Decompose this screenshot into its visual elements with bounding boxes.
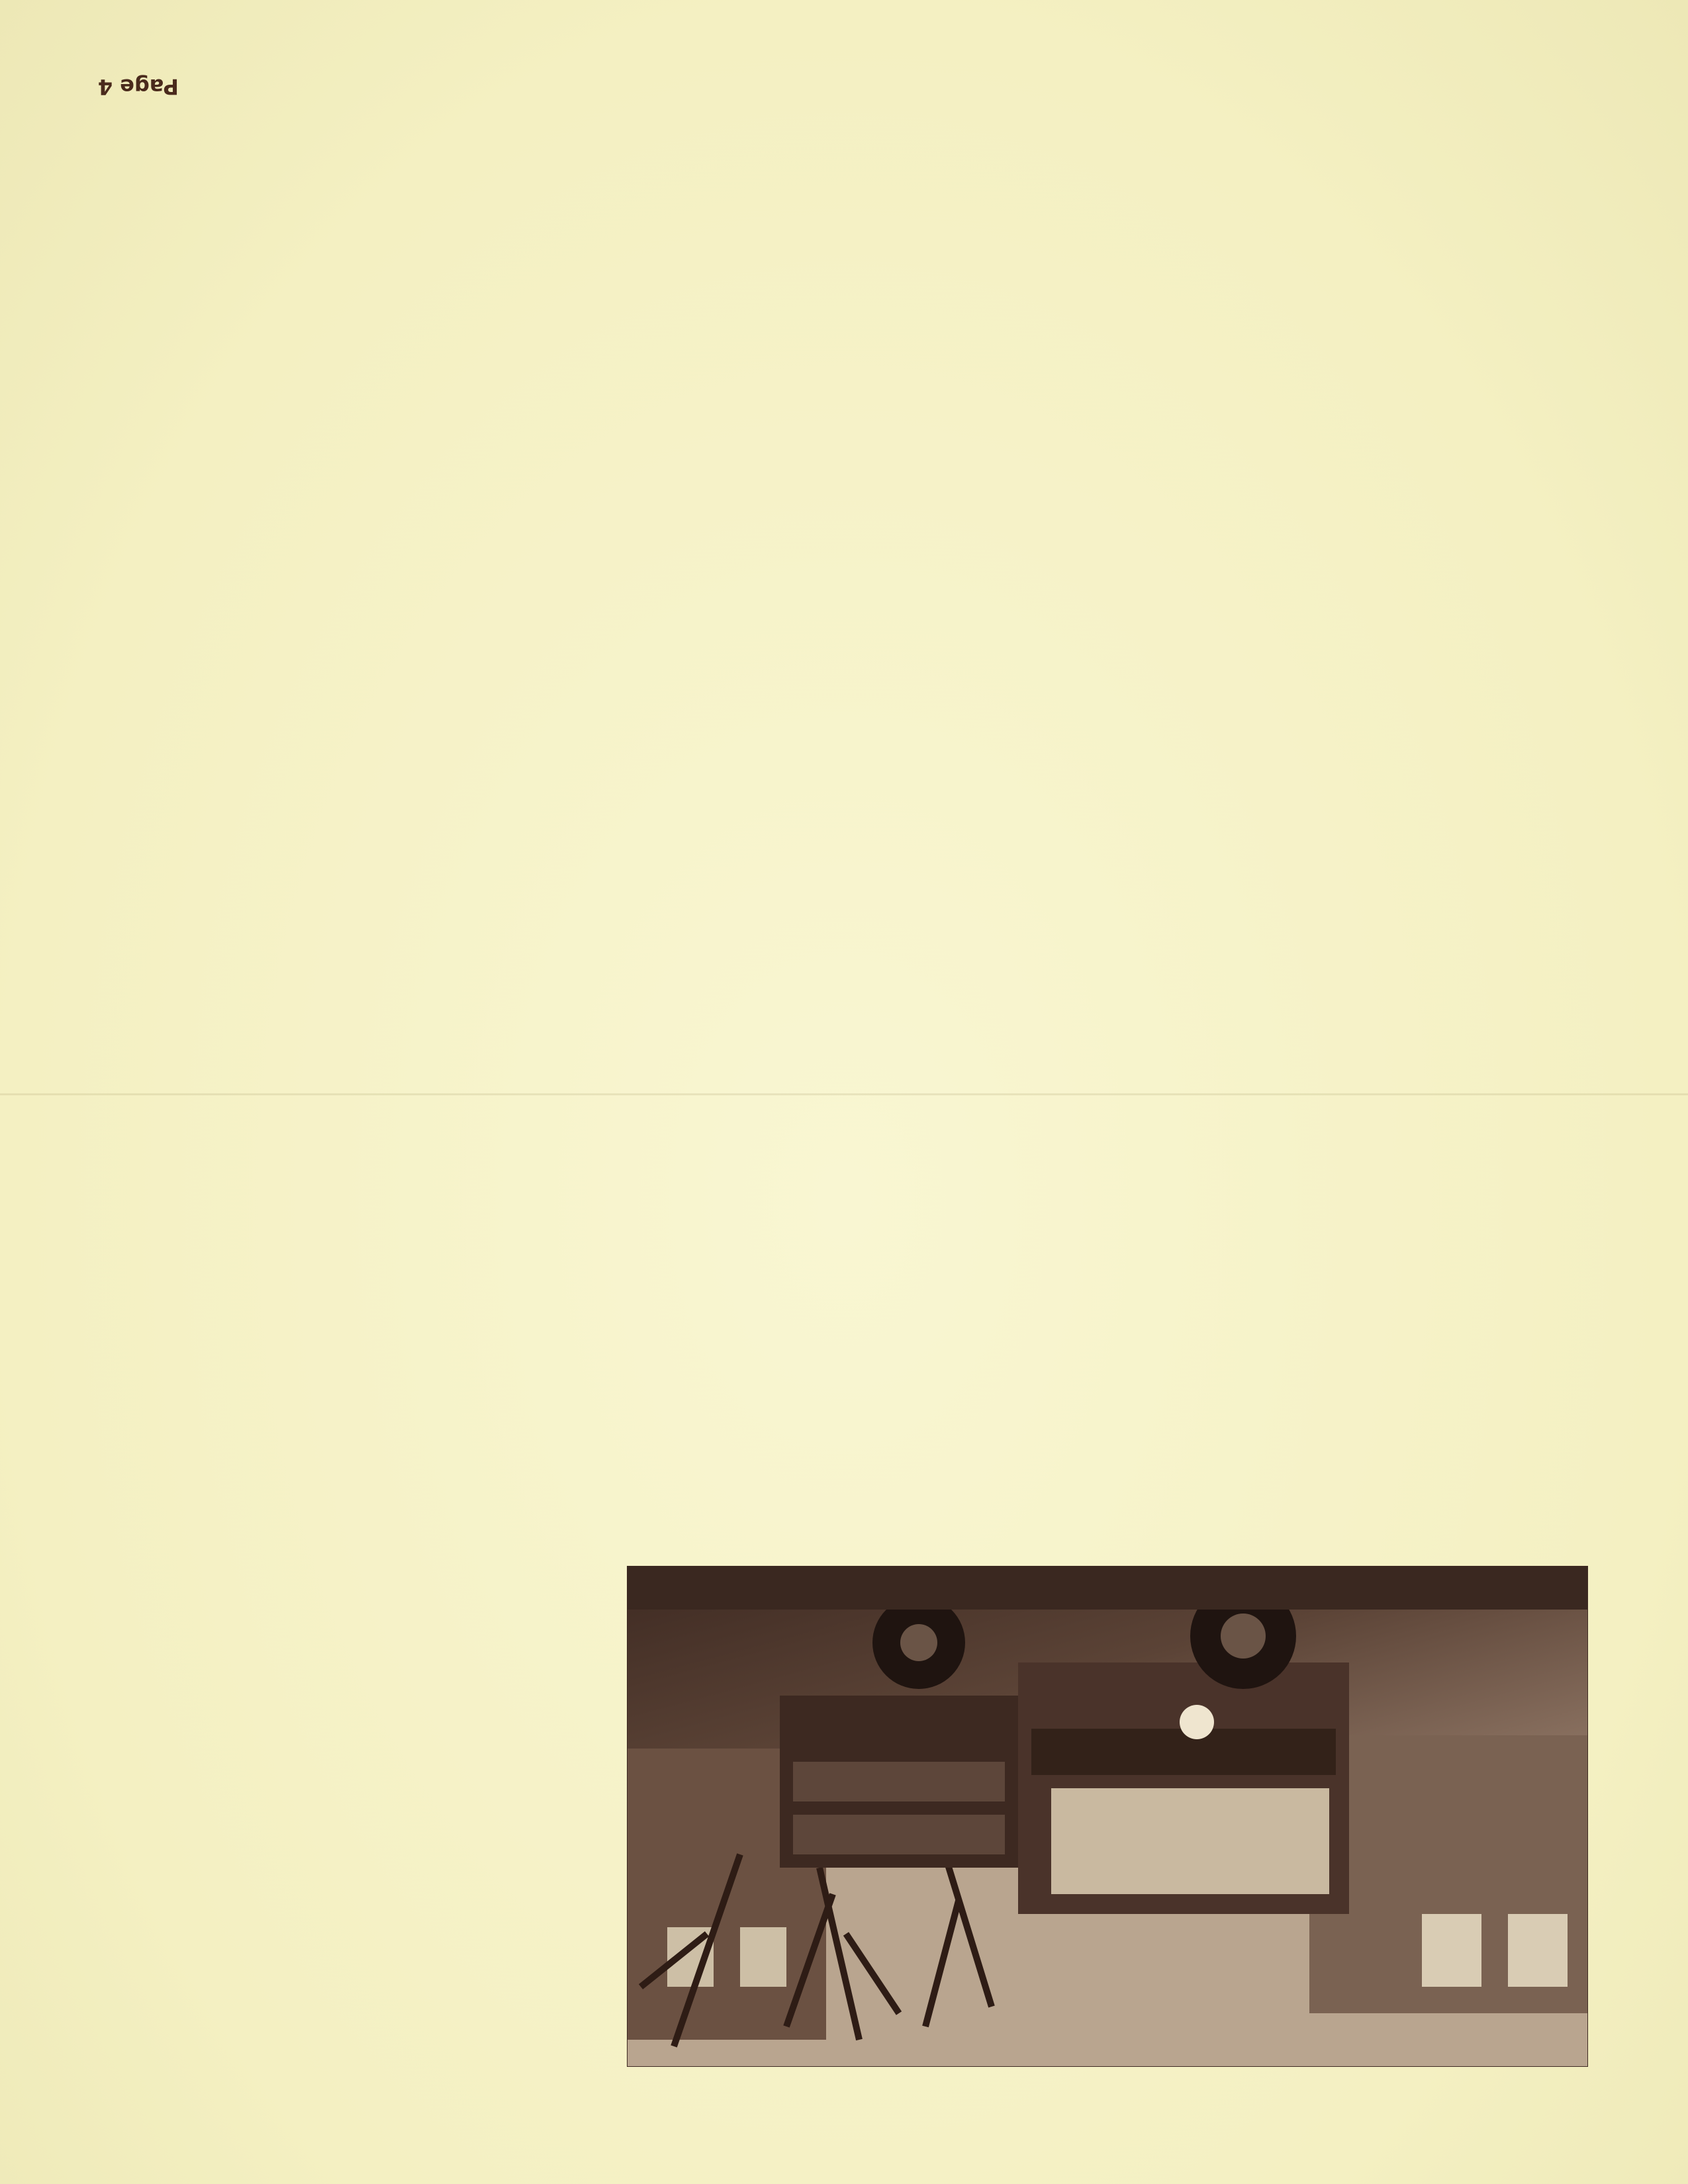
page-number: Page 4 bbox=[97, 74, 179, 99]
fold-line bbox=[0, 1093, 1688, 1095]
truck-photo bbox=[627, 1566, 1588, 2067]
garbage-truck-icon bbox=[628, 1567, 1587, 2066]
